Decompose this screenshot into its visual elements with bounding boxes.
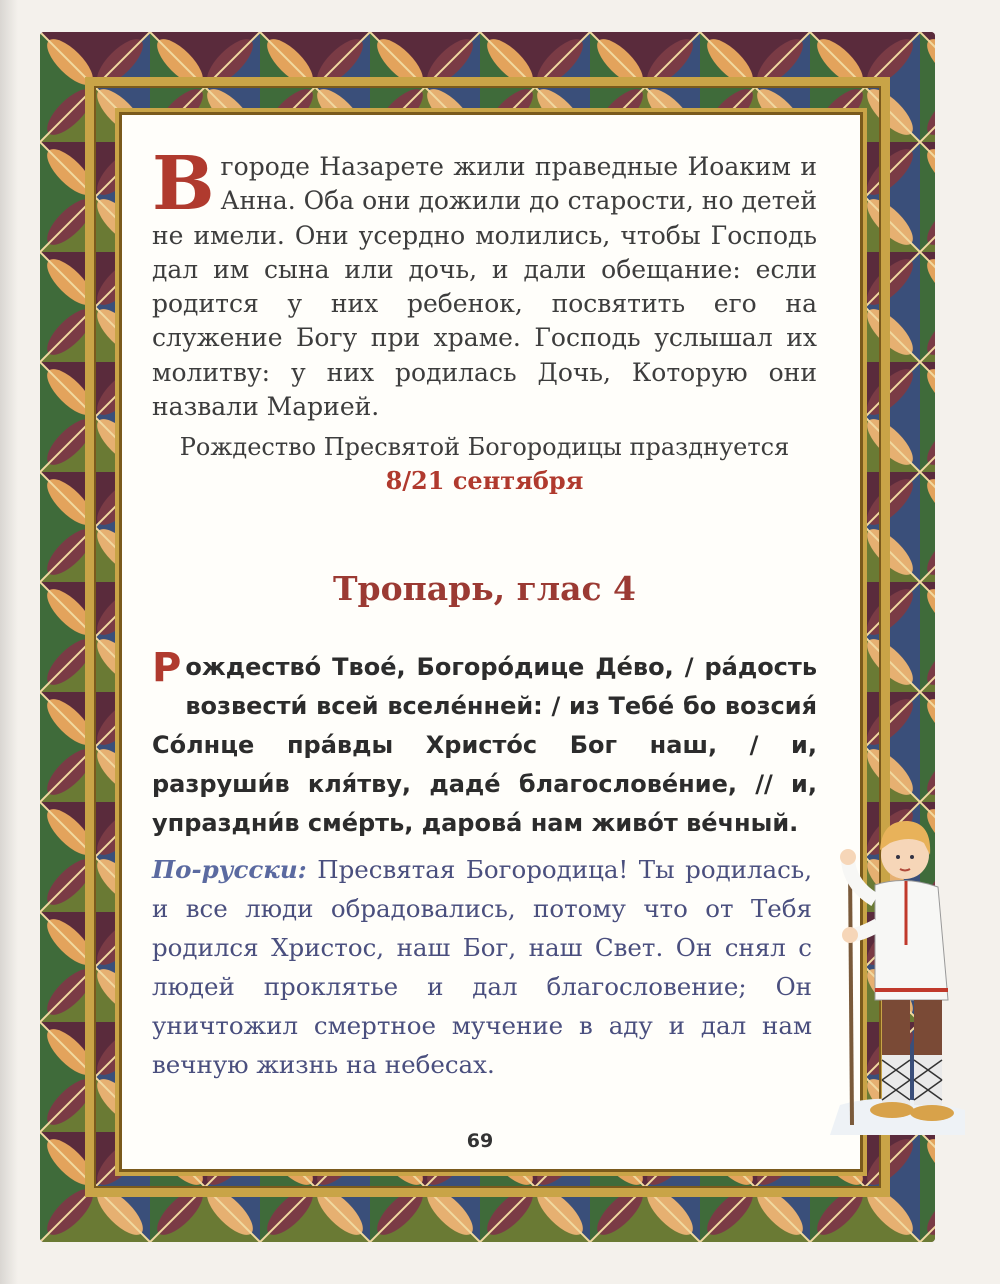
page-edge-shadow bbox=[0, 0, 18, 1284]
translation-label: По-русски: bbox=[152, 855, 307, 884]
boy-illustration bbox=[820, 805, 970, 1135]
intro-paragraph bbox=[152, 141, 817, 424]
intro-drop-cap: В bbox=[152, 141, 215, 227]
feast-line: Рождество Пресвятой Богородицы празднуется bbox=[179, 433, 790, 461]
troparion-text-block bbox=[152, 645, 817, 843]
troparion-text: ождество́ Твое́, Богоро́дице Де́во, / ра́дость возвести́ всей вселе́нней: / из Тебе́ бо возсия́ Со́лнце пра́вды Христо́с Бог наш, / и, разруши́в кля́тву, даде́ благослове́ние, // и, упраздни́в сме́рть, дарова́ нам живо́т ве́чный. bbox=[152, 653, 817, 837]
feast-date: 8/21 сентября bbox=[385, 466, 584, 495]
intro-text: городе Назарете жили праведные Иоаким и Анна. Оба они дожили до старости, но детей не имели. Они усердно молились, чтобы Господь дал им сына или дочь, и дали обещание: если родится у них ребенок, посвятить его на служение Богу при храме. Господь услышал их молитву: у них родилась Дочь, Которую они назвали Марией. bbox=[152, 152, 817, 422]
feast-note bbox=[152, 430, 817, 498]
troparion-heading: Тропарь, глас 4 bbox=[332, 569, 637, 608]
translation-text: Пресвятая Богородица! Ты родилась, и все люди обрадовались, потому что от Тебя родился Христос, наш Бог, наш Свет. Он снял с людей проклятье и дал благословение; Он уничтожил смертное мучение в аду и дал нам вечную жизнь на небесах. bbox=[152, 855, 812, 1079]
page-number: 69 bbox=[466, 1130, 494, 1152]
translation-paragraph bbox=[152, 850, 812, 1084]
troparion-drop-cap: Р bbox=[152, 645, 182, 691]
